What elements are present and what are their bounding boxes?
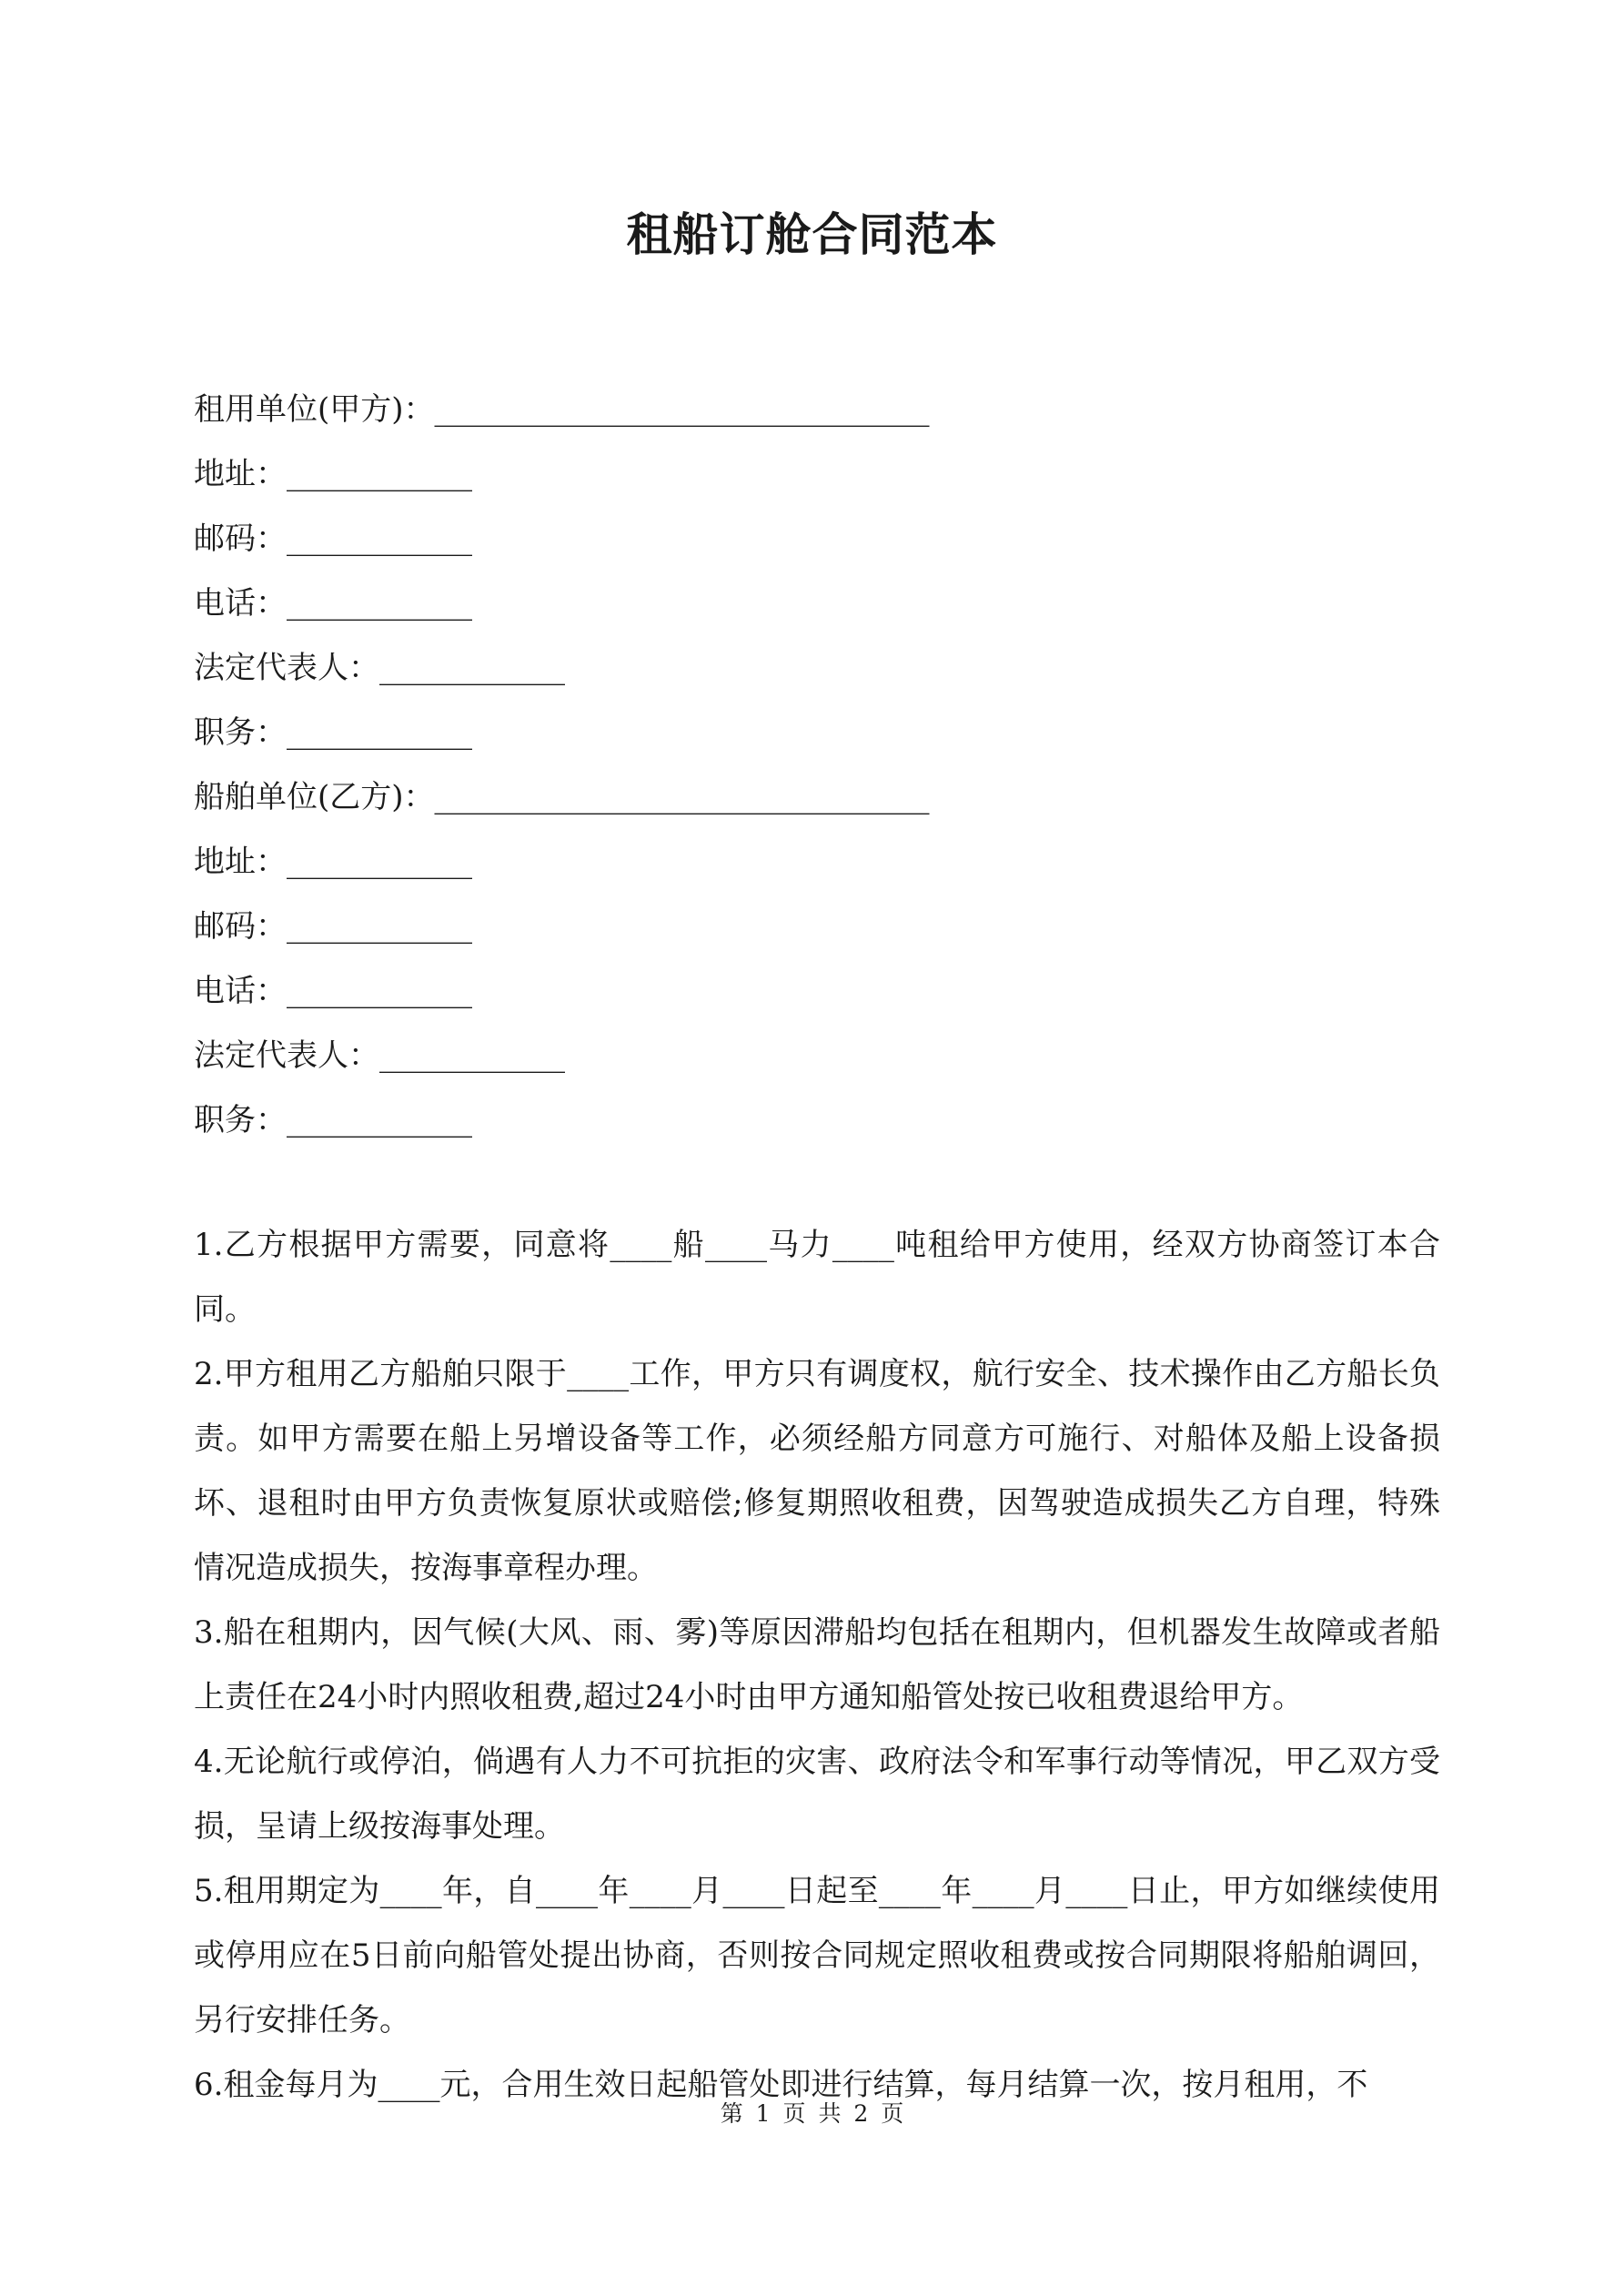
field-label: 邮码： bbox=[194, 521, 287, 557]
fill-blank: ________________________________ bbox=[434, 779, 930, 815]
fill-blank: ____________ bbox=[379, 650, 565, 686]
field-label: 法定代表人： bbox=[194, 650, 379, 686]
field-label: 船舶单位(乙方)： bbox=[194, 779, 435, 815]
fill-blank: ____________ bbox=[287, 844, 472, 880]
field-label: 地址： bbox=[194, 844, 287, 880]
party-a-address-field bbox=[194, 442, 1468, 507]
party-a-postcode-field bbox=[194, 507, 1468, 571]
field-label: 职务： bbox=[194, 714, 287, 751]
clause-5: 5.租用期定为____年，自____年____月____日起至____年____月____日止，甲方如继续使用或停用应在5日前向船管处提出协商，否则按合同规定照收租费或按合同期限将船舶调回，另行安排任务。 bbox=[194, 1873, 1440, 2038]
party-b-postcode-field bbox=[194, 895, 1468, 959]
party-a-phone-field bbox=[194, 571, 1468, 636]
field-label: 电话： bbox=[194, 973, 287, 1009]
party-b-position-field bbox=[194, 1088, 1468, 1153]
clause-6: 6.租金每月为____元，合用生效日起船管处即进行结算，每月结算一次，按月租用，不 bbox=[194, 2067, 1368, 2103]
fill-blank: ____________ bbox=[287, 456, 472, 492]
clause-1: 1.乙方根据甲方需要，同意将____船____马力____吨租给甲方使用，经双方协商签订本合同。 bbox=[194, 1227, 1440, 1328]
fill-blank: ____________ bbox=[287, 973, 472, 1009]
party-b-representative-field bbox=[194, 1024, 1468, 1088]
clause-2: 2.甲方租用乙方船舶只限于____工作，甲方只有调度权，航行安全、技术操作由乙方船长负责。如甲方需要在船上另增设备等工作，必须经船方同意方可施行、对船体及船上设备损坏、退租时由甲方负责恢复原状或赔偿;修复期照收租费，因驾驶造成损失乙方自理，特殊情况造成损失，按海事章程办理。 bbox=[194, 1356, 1440, 1586]
fill-blank: ________________________________ bbox=[434, 391, 930, 428]
party-b-name-field bbox=[194, 765, 1468, 830]
clause-3: 3.船在租期内，因气候(大风、雨、雾)等原因滞船均包括在租期内，但机器发生故障或者船上责任在24小时内照收租费,超过24小时由甲方通知船管处按已收租费退给甲方。 bbox=[194, 1614, 1440, 1715]
party-b-address-field bbox=[194, 830, 1468, 895]
field-label: 电话： bbox=[194, 585, 287, 622]
page-number-footer: 第 1 页 共 2 页 bbox=[720, 2100, 904, 2127]
field-label: 职务： bbox=[194, 1102, 287, 1138]
clause-4: 4.无论航行或停泊，倘遇有人力不可抗拒的灾害、政府法令和军事行动等情况，甲乙双方受损，呈请上级按海事处理。 bbox=[194, 1744, 1440, 1845]
field-label: 法定代表人： bbox=[194, 1037, 379, 1074]
fill-blank: ____________ bbox=[287, 714, 472, 751]
contract-clauses bbox=[194, 1213, 1440, 2118]
party-a-representative-field bbox=[194, 636, 1468, 701]
field-label: 租用单位(甲方)： bbox=[194, 391, 435, 428]
field-label: 邮码： bbox=[194, 908, 287, 945]
party-a-name-field bbox=[194, 378, 1468, 442]
document-title: 租船订舱合同范本 bbox=[626, 208, 998, 261]
fill-blank: ____________ bbox=[287, 1102, 472, 1138]
fill-blank: ____________ bbox=[287, 908, 472, 945]
fill-blank: ____________ bbox=[287, 521, 472, 557]
fill-blank: ____________ bbox=[379, 1037, 565, 1074]
field-label: 地址： bbox=[194, 456, 287, 492]
party-b-phone-field bbox=[194, 959, 1468, 1024]
fill-blank: ____________ bbox=[287, 585, 472, 622]
party-a-position-field bbox=[194, 701, 1468, 765]
party-info-section bbox=[194, 378, 1468, 1153]
